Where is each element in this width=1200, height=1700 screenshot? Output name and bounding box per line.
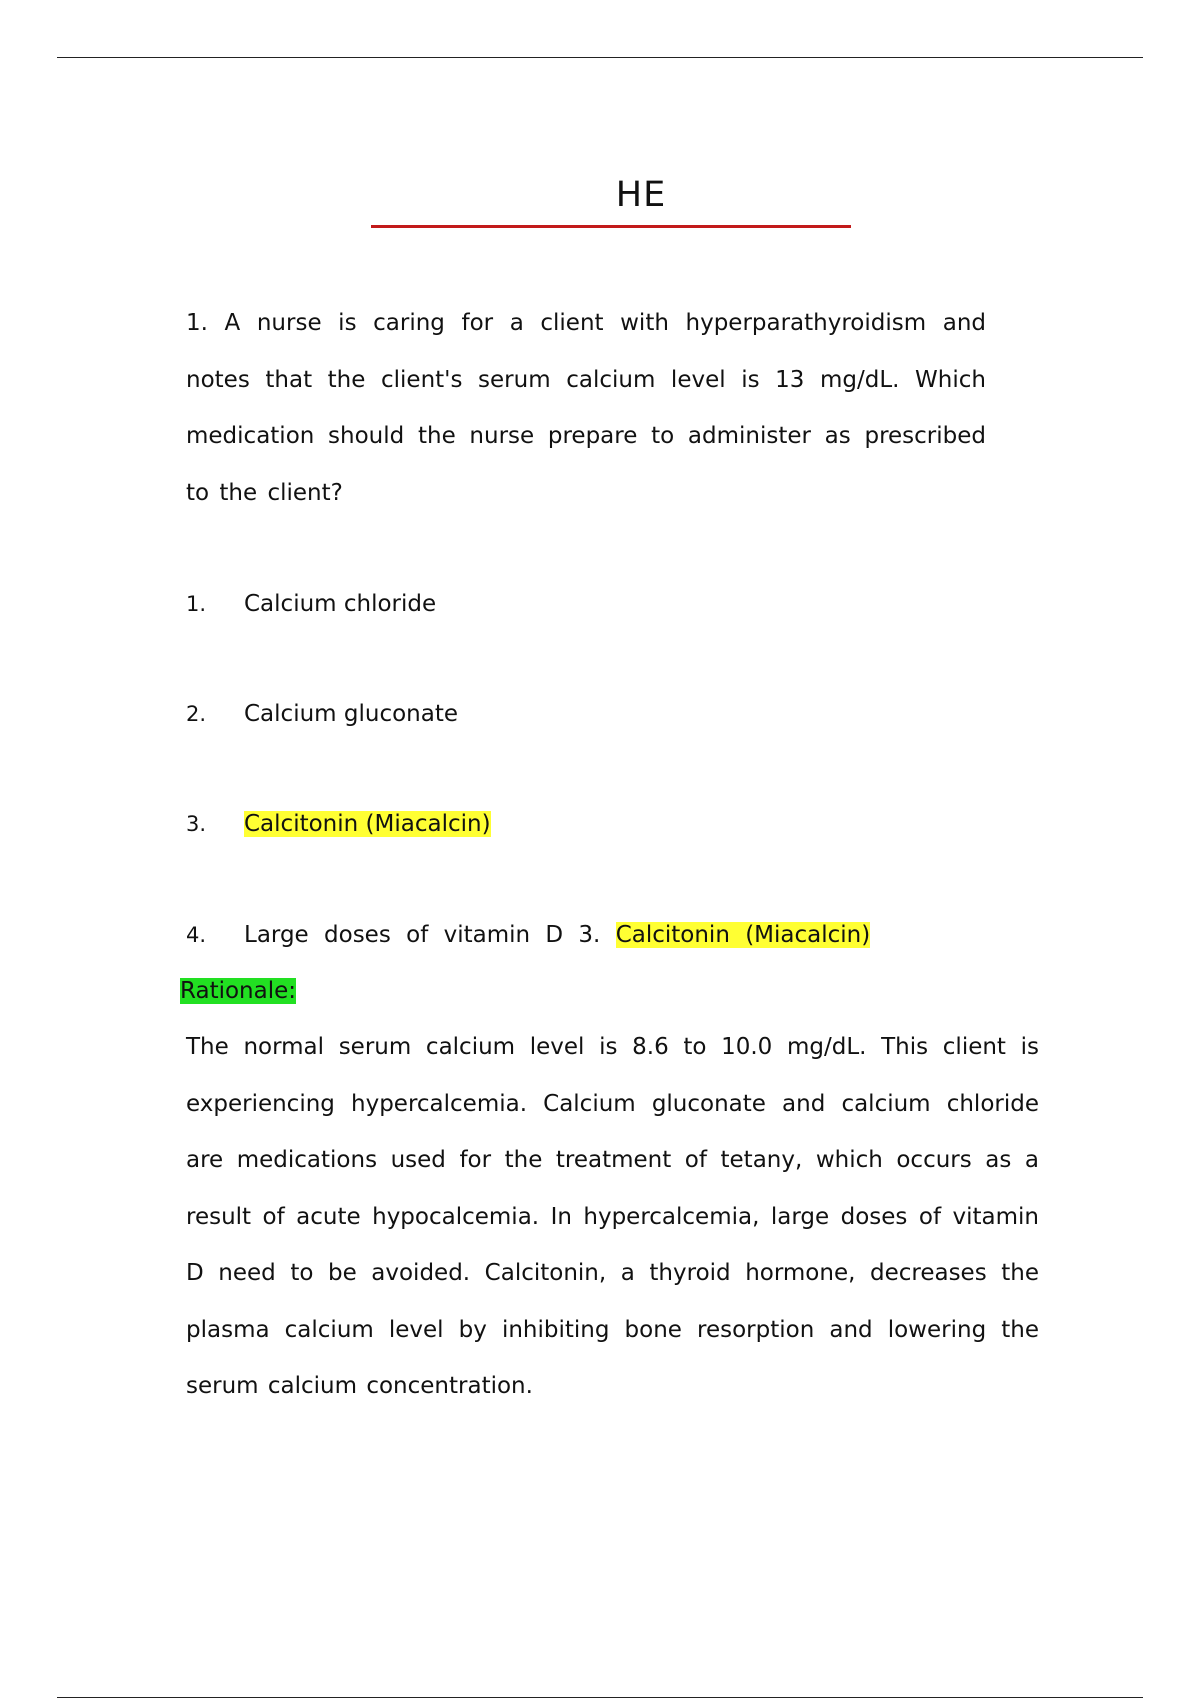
answer-highlighted: Calcitonin (Miacalcin) [615,922,871,948]
option-number: 2. [186,702,207,726]
footer-rule [57,1697,1143,1698]
title-underline [371,225,851,228]
option-number: 4. [186,923,207,947]
option-text: Large doses of vitamin D 3. [244,922,601,948]
option-3 [186,809,491,839]
header-rule [57,57,1143,58]
rationale-text: The normal serum calcium level is 8.6 to 10.0 mg/dL. This client is experiencing hypercalcemia. Calcium gluconate and calcium chloride are medications used for the treatment of tetany, which occurs as a result of acute hypocalcemia. In hypercalcemia, large doses of vitamin D need to be avoided. Calcitonin, a thyroid hormone, decreases the plasma calcium level by inhibiting bone resorption and lowering the serum calcium concentration. [186,1034,1039,1399]
option-number: 1. [186,592,207,616]
option-number: 3. [186,812,207,836]
option-2 [186,699,458,729]
rationale-label-highlight: Rationale: [180,978,297,1004]
option-4 [186,920,870,950]
option-1 [186,589,436,619]
rationale-label [180,976,296,1006]
option-text: Calcium gluconate [244,701,458,727]
question-text: 1. A nurse is caring for a client with hyperparathyroidism and notes that the client's serum calcium level is 13 mg/dL. Which medication should the nurse prepare to administer as prescribed to the client? [186,310,986,506]
option-text-highlighted: Calcitonin (Miacalcin) [244,811,491,837]
option-text: Calcium chloride [244,591,437,617]
document-title: HE [615,175,667,215]
